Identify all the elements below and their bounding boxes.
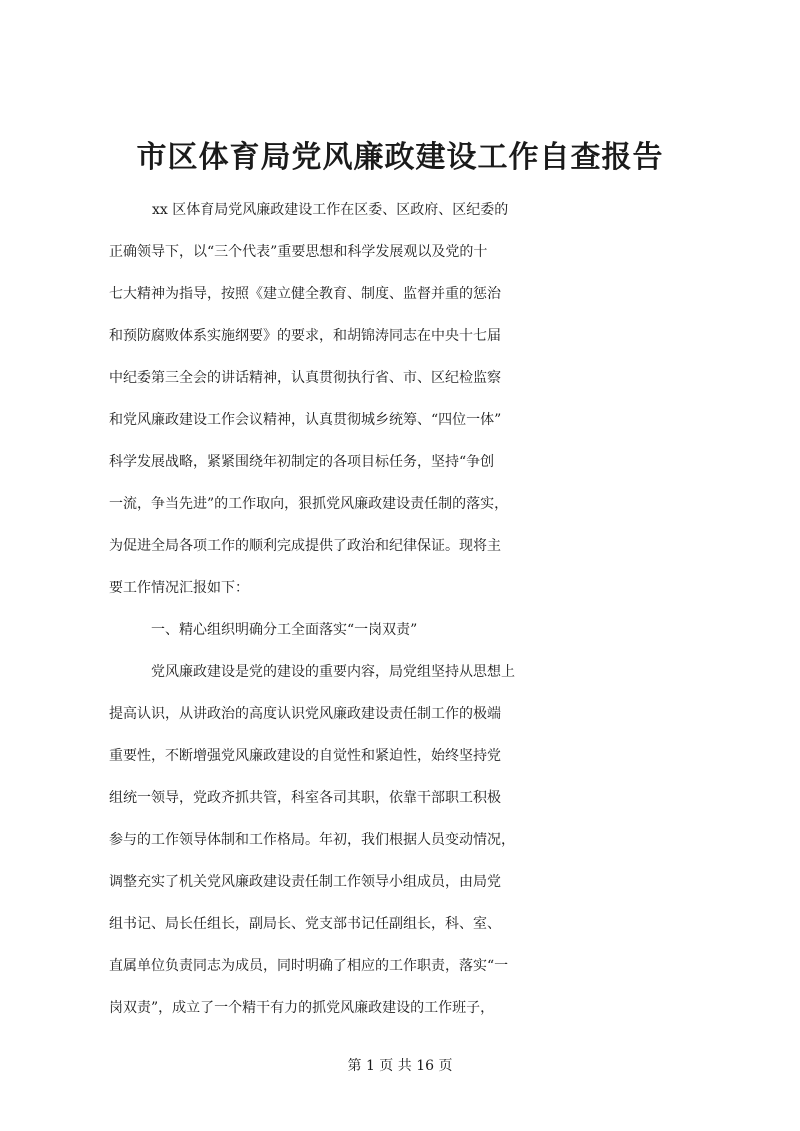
paragraph-line: 组书记、局长任组长，副局长、党支部书记任副组长，科、室、 <box>109 916 501 932</box>
paragraph-line: 要工作情况汇报如下： <box>109 580 249 596</box>
paragraph-line: 提高认识，从讲政治的高度认识党风廉政建设责任制工作的极端 <box>109 706 501 722</box>
paragraph-line: 和预防腐败体系实施纲要》的要求，和胡锦涛同志在中央十七届 <box>109 328 501 344</box>
paragraph-line: 一流，争当先进”的工作取向，狠抓党风廉政建设责任制的落实， <box>109 496 509 512</box>
paragraph-line: 和党风廉政建设工作会议精神，认真贯彻城乡统筹、“四位一体” <box>109 412 502 428</box>
paragraph-line: 科学发展战略，紧紧围绕年初制定的各项目标任务，坚持“争创 <box>109 454 495 470</box>
paragraph-line: 党风廉政建设是党的建设的重要内容，局党组坚持从思想上 <box>151 664 515 680</box>
paragraph-line: 正确领导下，以“三个代表”重要思想和科学发展观以及党的十 <box>109 244 488 260</box>
paragraph-line: 岗双责”，成立了一个精干有力的抓党风廉政建设的工作班子， <box>109 1000 495 1016</box>
paragraph-line: xx 区体育局党风廉政建设工作在区委、区政府、区纪委的 <box>152 202 509 218</box>
paragraph-line: 直属单位负责同志为成员，同时明确了相应的工作职责，落实“一 <box>109 958 509 974</box>
page-footer: 第 1 页 共 16 页 <box>347 1058 453 1074</box>
paragraph-line: 中纪委第三全会的讲话精神，认真贯彻执行省、市、区纪检监察 <box>109 370 501 386</box>
section-heading: 一、精心组织明确分工全面落实“一岗双责” <box>151 622 418 638</box>
paragraph-line: 调整充实了机关党风廉政建设责任制工作领导小组成员，由局党 <box>109 874 501 890</box>
paragraph-line: 重要性，不断增强党风廉政建设的自觉性和紧迫性，始终坚持党 <box>109 748 501 764</box>
paragraph-line: 七大精神为指导，按照《建立健全教育、制度、监督并重的惩治 <box>109 286 501 302</box>
paragraph-line: 为促进全局各项工作的顺利完成提供了政治和纪律保证。现将主 <box>109 538 501 554</box>
paragraph-line: 组统一领导，党政齐抓共管，科室各司其职，依靠干部职工积极 <box>109 790 501 806</box>
document-title: 市区体育局党风廉政建设工作自查报告 <box>136 140 664 175</box>
paragraph-line: 参与的工作领导体制和工作格局。年初，我们根据人员变动情况， <box>109 832 515 848</box>
